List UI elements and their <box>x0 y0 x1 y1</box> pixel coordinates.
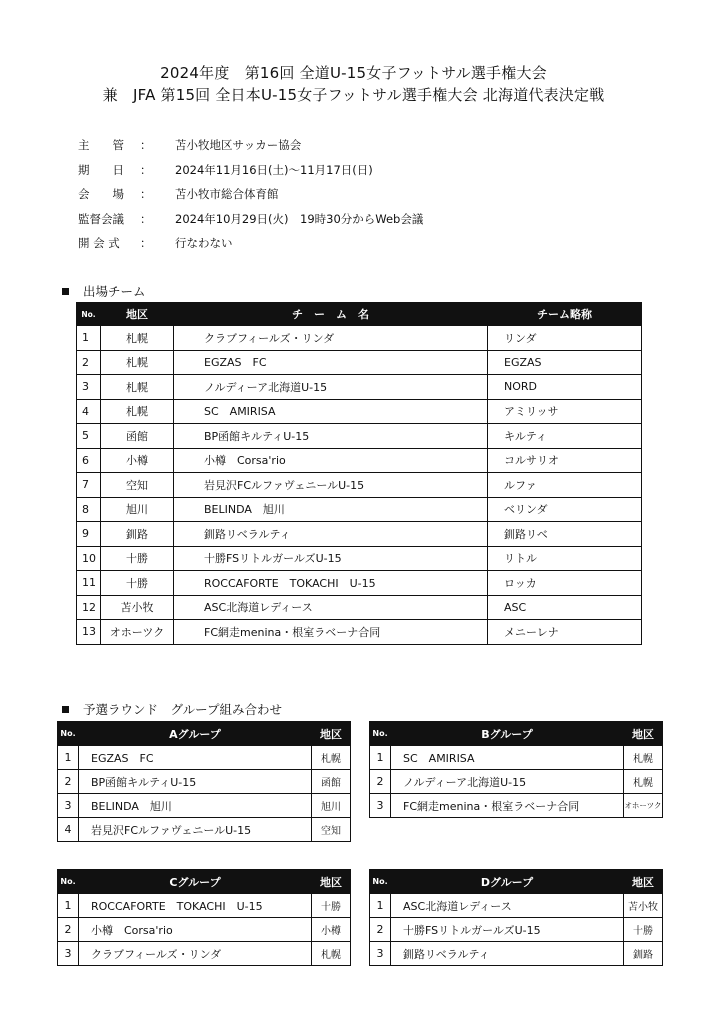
group-team-name: FC網走menina・根室ラベーナ合同 <box>391 794 624 818</box>
team-abbr: キルティ <box>488 424 642 449</box>
group-team-region: 釧路 <box>624 942 663 966</box>
section-groups-label: 予選ラウンド グループ組み合わせ <box>83 702 283 717</box>
info-label: 開 会 式 <box>78 236 120 251</box>
section-teams-heading <box>62 282 146 300</box>
document-title: 2024年度 第16回 全道U-15女子フットサル選手権大会 <box>160 64 547 82</box>
team-abbr: メニーレナ <box>488 620 642 645</box>
table-row <box>58 746 351 770</box>
team-abbr: ベリンダ <box>488 497 642 522</box>
group-team-no: 3 <box>370 794 391 818</box>
team-abbr: NORD <box>488 375 642 400</box>
group-header-no: No. <box>370 722 391 746</box>
table-row <box>370 770 663 794</box>
team-region: 十勝 <box>101 546 174 571</box>
group-a-table <box>57 721 351 842</box>
info-colon: ： <box>140 138 152 153</box>
group-team-no: 1 <box>58 746 79 770</box>
info-value: 苫小牧地区サッカー協会 <box>175 138 302 153</box>
bullet-square-icon <box>62 288 69 295</box>
group-team-region: 空知 <box>312 818 351 842</box>
group-team-no: 2 <box>370 770 391 794</box>
section-groups-heading <box>62 700 282 718</box>
group-team-name: EGZAS FC <box>79 746 312 770</box>
info-value: 2024年10月29日(火) 19時30分からWeb会議 <box>175 211 424 226</box>
table-row <box>370 918 663 942</box>
team-name: SC AMIRISA <box>174 399 488 424</box>
group-team-region: 札幌 <box>624 746 663 770</box>
group-title: Cグループ <box>79 870 312 894</box>
group-header-region: 地区 <box>312 870 351 894</box>
group-body <box>58 746 351 842</box>
team-no: 7 <box>77 473 101 498</box>
table-row <box>77 473 642 498</box>
group-team-no: 4 <box>58 818 79 842</box>
team-no: 8 <box>77 497 101 522</box>
team-no: 11 <box>77 571 101 596</box>
team-no: 6 <box>77 448 101 473</box>
team-name: EGZAS FC <box>174 350 488 375</box>
table-row <box>77 375 642 400</box>
group-team-name: ノルディーア北海道U-15 <box>391 770 624 794</box>
table-row <box>58 794 351 818</box>
team-no: 12 <box>77 595 101 620</box>
table-row <box>77 448 642 473</box>
group-team-name: BP函館キルティU-15 <box>79 770 312 794</box>
team-name: ROCCAFORTE TOKACHI U-15 <box>174 571 488 596</box>
group-header-region: 地区 <box>624 870 663 894</box>
team-no: 10 <box>77 546 101 571</box>
teams-body <box>77 326 642 645</box>
group-team-region: 十勝 <box>312 894 351 918</box>
group-body <box>370 894 663 966</box>
group-team-no: 1 <box>370 746 391 770</box>
group-team-no: 1 <box>370 894 391 918</box>
group-header-region: 地区 <box>312 722 351 746</box>
team-region: 札幌 <box>101 399 174 424</box>
team-name: ASC北海道レディース <box>174 595 488 620</box>
team-region: オホーツク <box>101 620 174 645</box>
group-team-region: 札幌 <box>312 746 351 770</box>
group-team-region: 函館 <box>312 770 351 794</box>
info-label: 監督会議 <box>78 211 124 226</box>
team-name: 釧路リベラルティ <box>174 522 488 547</box>
group-body <box>58 894 351 966</box>
table-row <box>58 894 351 918</box>
section-teams-label: 出場チーム <box>83 284 146 299</box>
group-title: Dグループ <box>391 870 624 894</box>
team-abbr: アミリッサ <box>488 399 642 424</box>
info-value: 2024年11月16日(土)～11月17日(日) <box>175 162 373 177</box>
group-header-no: No. <box>58 870 79 894</box>
info-row <box>78 182 423 207</box>
group-team-region: 小樽 <box>312 918 351 942</box>
team-name: 小樽 Corsa'rio <box>174 448 488 473</box>
group-header <box>370 722 663 746</box>
teams-table <box>76 302 642 645</box>
team-no: 9 <box>77 522 101 547</box>
table-row <box>370 894 663 918</box>
table-row <box>77 620 642 645</box>
teams-header-row <box>77 303 642 326</box>
group-header-row <box>370 722 663 746</box>
group-team-name: 岩見沢FCルファヴェニールU-15 <box>79 818 312 842</box>
group-team-name: ROCCAFORTE TOKACHI U-15 <box>79 894 312 918</box>
group-team-region: 札幌 <box>312 942 351 966</box>
table-row <box>77 571 642 596</box>
team-no: 2 <box>77 350 101 375</box>
document-subtitle: 兼 JFA 第15回 全日本U-15女子フットサル選手権大会 北海道代表決定戦 <box>102 86 605 104</box>
team-abbr: リトル <box>488 546 642 571</box>
table-row <box>58 918 351 942</box>
info-colon: ： <box>140 162 152 177</box>
group-header-row <box>58 870 351 894</box>
group-team-name: SC AMIRISA <box>391 746 624 770</box>
table-row <box>58 942 351 966</box>
group-team-no: 3 <box>370 942 391 966</box>
group-team-no: 2 <box>58 770 79 794</box>
group-team-name: BELINDA 旭川 <box>79 794 312 818</box>
table-row <box>58 770 351 794</box>
team-region: 十勝 <box>101 571 174 596</box>
info-label: 会 場 <box>78 187 124 202</box>
group-team-name: 小樽 Corsa'rio <box>79 918 312 942</box>
group-header <box>58 870 351 894</box>
header-team-name: チ ー ム 名 <box>174 303 488 326</box>
team-no: 5 <box>77 424 101 449</box>
group-team-name: 十勝FSリトルガールズU-15 <box>391 918 624 942</box>
bullet-square-icon <box>62 706 69 713</box>
table-row <box>77 497 642 522</box>
team-abbr: ルファ <box>488 473 642 498</box>
info-row <box>78 158 423 183</box>
group-b-table <box>369 721 663 818</box>
group-team-no: 2 <box>58 918 79 942</box>
group-header-no: No. <box>370 870 391 894</box>
group-d-table <box>369 869 663 966</box>
team-abbr: コルサリオ <box>488 448 642 473</box>
group-team-region: 苫小牧 <box>624 894 663 918</box>
group-team-name: 釧路リベラルティ <box>391 942 624 966</box>
group-team-name: ASC北海道レディース <box>391 894 624 918</box>
info-row <box>78 133 423 158</box>
group-team-no: 3 <box>58 794 79 818</box>
team-name: FC網走menina・根室ラベーナ合同 <box>174 620 488 645</box>
team-abbr: 釧路リベ <box>488 522 642 547</box>
table-row <box>58 818 351 842</box>
group-header-region: 地区 <box>624 722 663 746</box>
table-row <box>77 546 642 571</box>
group-team-region: 札幌 <box>624 770 663 794</box>
table-row <box>77 326 642 351</box>
table-row <box>77 424 642 449</box>
team-region: 札幌 <box>101 350 174 375</box>
table-row <box>77 595 642 620</box>
group-team-region: 旭川 <box>312 794 351 818</box>
info-colon: ： <box>140 187 152 202</box>
info-value: 行なわない <box>175 236 233 251</box>
group-team-region: 十勝 <box>624 918 663 942</box>
table-row <box>370 746 663 770</box>
team-region: 釧路 <box>101 522 174 547</box>
team-abbr: EGZAS <box>488 350 642 375</box>
team-region: 札幌 <box>101 375 174 400</box>
team-name: BP函館キルティU-15 <box>174 424 488 449</box>
info-row <box>78 207 423 232</box>
team-region: 空知 <box>101 473 174 498</box>
group-header-no: No. <box>58 722 79 746</box>
team-no: 13 <box>77 620 101 645</box>
info-colon: ： <box>140 236 152 251</box>
info-value: 苫小牧市総合体育館 <box>175 187 279 202</box>
group-title: Aグループ <box>79 722 312 746</box>
info-label: 主 管 <box>78 138 124 153</box>
team-region: 旭川 <box>101 497 174 522</box>
group-header <box>58 722 351 746</box>
team-region: 札幌 <box>101 326 174 351</box>
group-team-no: 3 <box>58 942 79 966</box>
info-label: 期 日 <box>78 162 124 177</box>
event-info <box>78 133 423 256</box>
team-name: ノルディーア北海道U-15 <box>174 375 488 400</box>
group-title: Bグループ <box>391 722 624 746</box>
group-team-no: 2 <box>370 918 391 942</box>
team-abbr: ASC <box>488 595 642 620</box>
group-body <box>370 746 663 818</box>
group-team-name: クラブフィールズ・リンダ <box>79 942 312 966</box>
team-no: 4 <box>77 399 101 424</box>
info-colon: ： <box>140 211 152 226</box>
group-header-row <box>58 722 351 746</box>
team-region: 苫小牧 <box>101 595 174 620</box>
table-row <box>77 522 642 547</box>
team-name: クラブフィールズ・リンダ <box>174 326 488 351</box>
header-no: No. <box>77 303 101 326</box>
group-team-region: オホーツク <box>624 794 663 818</box>
team-abbr: リンダ <box>488 326 642 351</box>
team-no: 3 <box>77 375 101 400</box>
header-abbr: チーム略称 <box>488 303 642 326</box>
header-region: 地区 <box>101 303 174 326</box>
info-row <box>78 231 423 256</box>
table-row <box>370 794 663 818</box>
table-row <box>77 350 642 375</box>
team-name: 十勝FSリトルガールズU-15 <box>174 546 488 571</box>
team-abbr: ロッカ <box>488 571 642 596</box>
group-c-table <box>57 869 351 966</box>
group-team-no: 1 <box>58 894 79 918</box>
table-row <box>77 399 642 424</box>
team-no: 1 <box>77 326 101 351</box>
team-region: 函館 <box>101 424 174 449</box>
team-region: 小樽 <box>101 448 174 473</box>
group-header <box>370 870 663 894</box>
team-name: 岩見沢FCルファヴェニールU-15 <box>174 473 488 498</box>
team-name: BELINDA 旭川 <box>174 497 488 522</box>
group-header-row <box>370 870 663 894</box>
table-row <box>370 942 663 966</box>
